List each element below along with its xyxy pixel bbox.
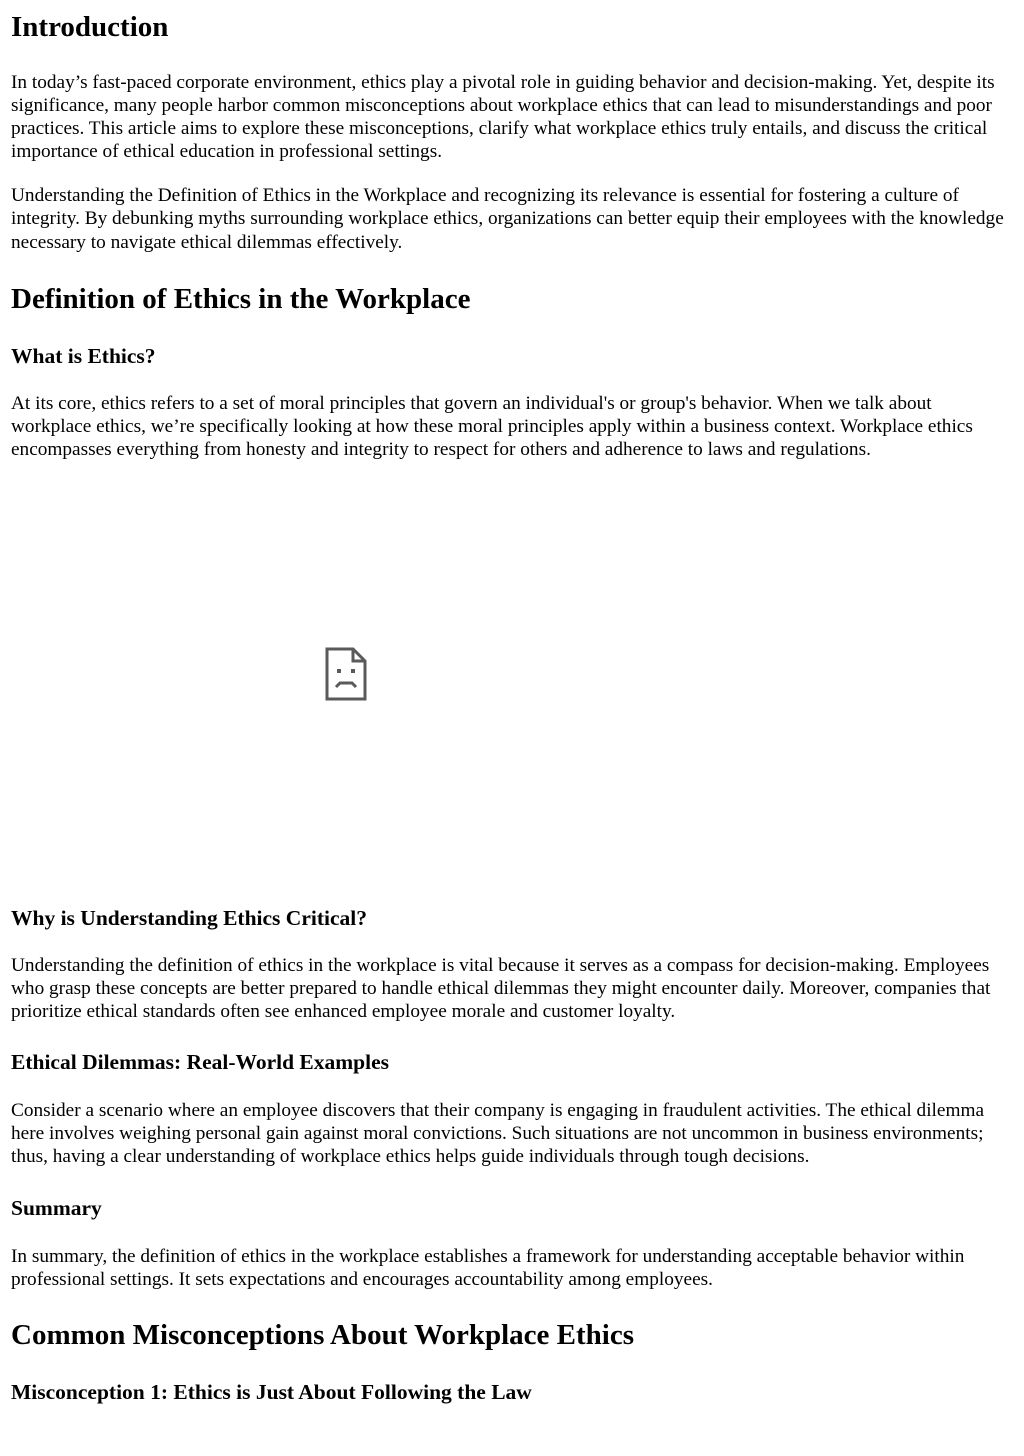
summary-paragraph: In summary, the definition of ethics in the workplace establishes a framework for understanding acceptable behavior within professional settings. It sets expectations and encourages accountability among employees. xyxy=(11,1245,965,1290)
intro-heading: Introduction xyxy=(11,11,169,43)
why-critical-heading: Why is Understanding Ethics Critical? xyxy=(11,905,367,930)
article xyxy=(0,10,1024,1405)
what-is-ethics-paragraph: At its core, ethics refers to a set of moral principles that govern an individual's or group's behavior. When we talk about workplace ethics, we’re specifically looking at how these moral principles apply within a business context. Workplace ethics encompasses everything from honesty and integrity to respect for others and adherence to laws and regulations. xyxy=(11,392,973,460)
why-critical-paragraph: Understanding the definition of ethics in the workplace is vital because it serves as a compass for decision-making. Employees who grasp these concepts are better prepared to handle ethical dilemmas they might encounter daily. Moreover, companies that prioritize ethical standards often see enhanced employee morale and customer loyalty. xyxy=(11,954,991,1023)
ethical-dilemmas-heading: Ethical Dilemmas: Real-World Examples xyxy=(11,1050,390,1075)
definition-heading: Definition of Ethics in the Workplace xyxy=(11,282,471,315)
intro-paragraph-2: Understanding the Definition of Ethics in the Workplace and recognizing its relevance is essential for fostering a culture of integrity. By debunking myths surrounding workplace ethics, organizations can better equip their employees with the knowledge necessary to navigate ethical dilemmas effectively. xyxy=(11,185,1004,253)
broken-image-icon xyxy=(324,646,368,702)
intro-paragraph-1: In today’s fast-paced corporate environment, ethics play a pivotal role in guiding behavior and decision-making. Yet, despite its significance, many people harbor common misconceptions about workplace ethics that can lead to misunderstandings and poor practices. This article aims to explore these misconceptions, clarify what workplace ethics truly entails, and discuss the critical importance of ethical education in professional settings. xyxy=(11,72,995,163)
summary-heading: Summary xyxy=(11,1195,102,1220)
misconception-1-heading: Misconception 1: Ethics is Just About Following the Law xyxy=(11,1379,532,1404)
what-is-ethics-heading: What is Ethics? xyxy=(11,343,156,368)
ethical-dilemmas-paragraph: Consider a scenario where an employee discovers that their company is engaging in fraudulent activities. The ethical dilemma here involves weighing personal gain against moral convictions. Such situations are not uncommon in business environments; thus, having a clear understanding of workplace ethics helps guide individuals through tough decisions. xyxy=(11,1100,985,1168)
article-image xyxy=(11,471,1014,904)
misconceptions-heading: Common Misconceptions About Workplace Ethics xyxy=(11,1318,635,1351)
